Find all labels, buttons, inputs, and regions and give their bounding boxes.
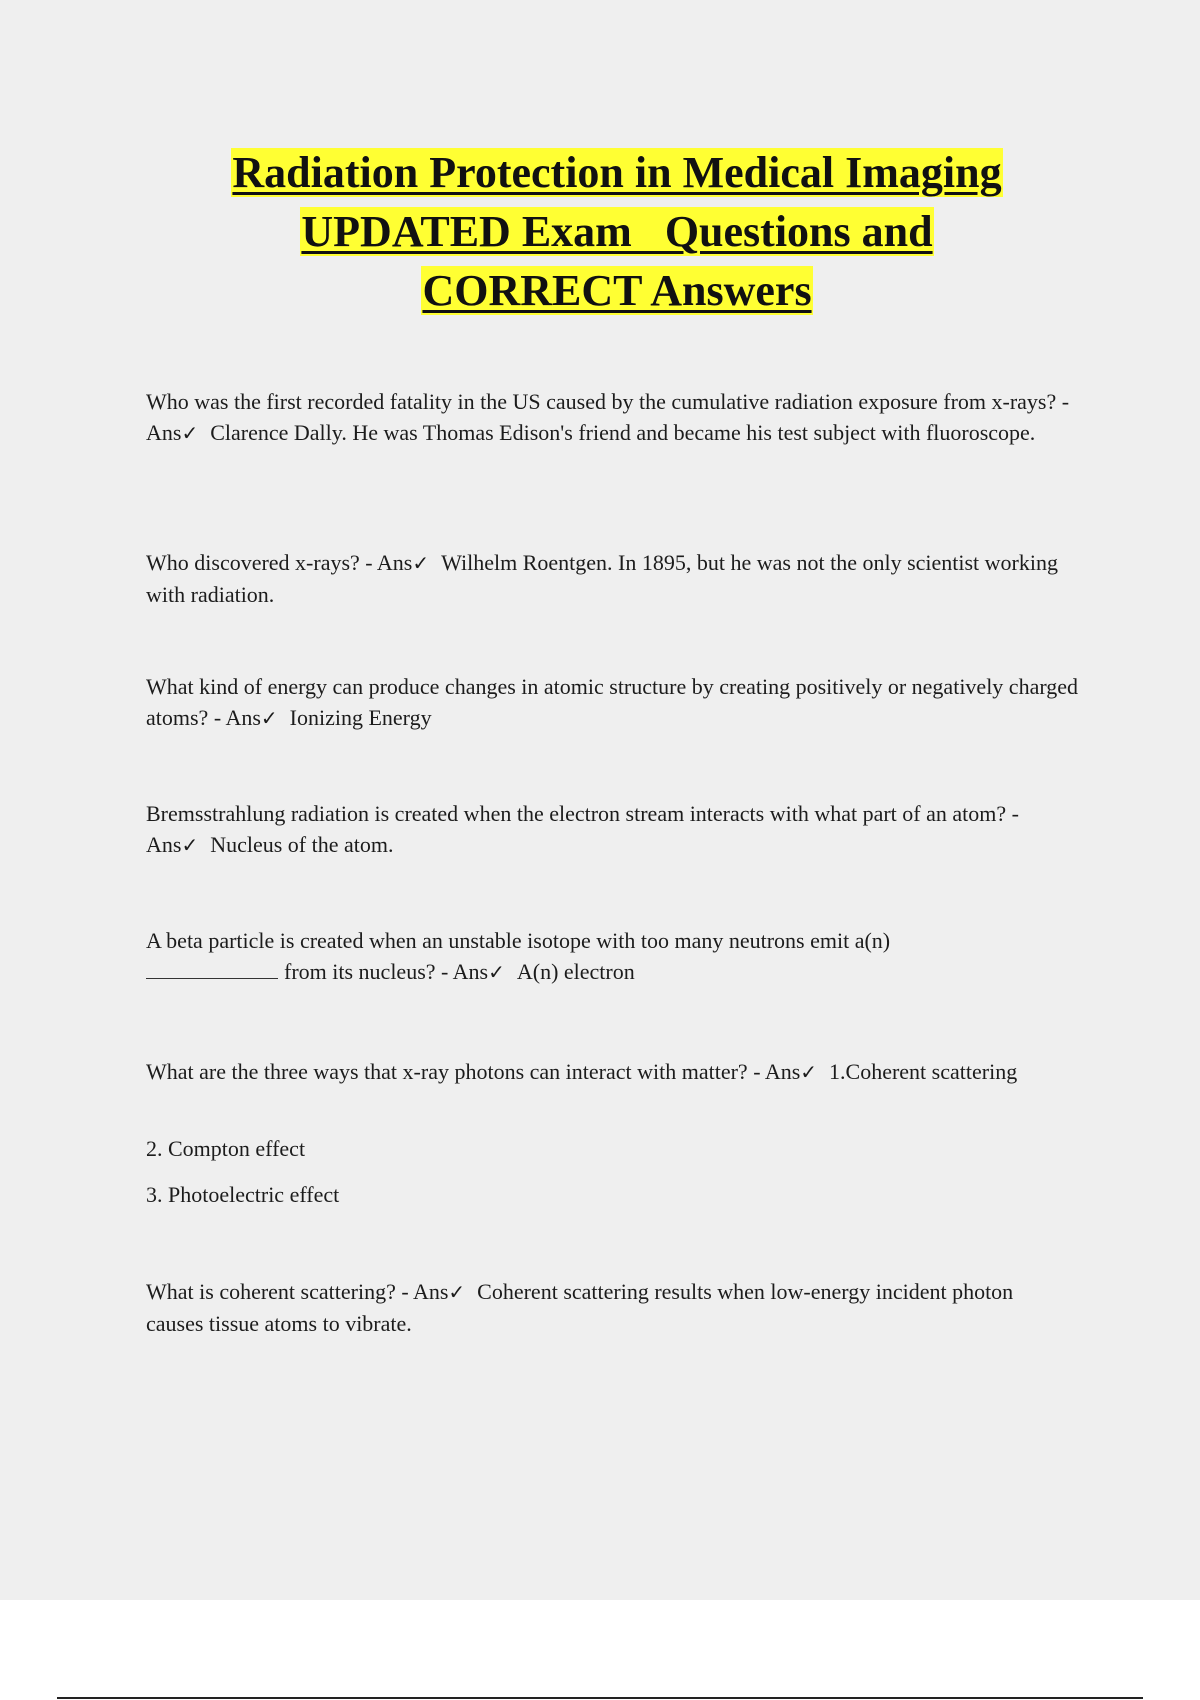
check-icon: ✓ xyxy=(488,960,505,984)
answer-text: Ionizing Energy xyxy=(289,705,432,730)
ans-label: Ans xyxy=(764,1059,801,1084)
answer-text: Wilhelm Roentgen. In 1895, but he was not the only scientist working with radiation. xyxy=(146,550,1058,607)
answer-text: A(n) electron xyxy=(516,959,635,984)
check-icon: ✓ xyxy=(412,551,430,575)
list-item: 3. Photoelectric effect xyxy=(146,1182,340,1207)
question-text: Who was the first recorded fatality in the US caused by the cumulative radiation exposure from x-rays? - xyxy=(146,389,1070,414)
question-text: Who discovered x-rays? - xyxy=(146,550,377,575)
qa-item-7 xyxy=(146,1276,1046,1339)
ans-label: Ans xyxy=(376,550,413,575)
list-item: 2. Compton effect xyxy=(146,1136,306,1161)
ans-label: Ans xyxy=(225,705,261,730)
question-text: What is coherent scattering? - xyxy=(146,1279,413,1304)
check-icon: ✓ xyxy=(181,833,199,857)
answer-text: Nucleus of the atom. xyxy=(210,832,394,857)
question-text: from its nucleus? - xyxy=(284,959,453,984)
qa-item-1 xyxy=(146,386,1081,449)
title-line-2: UPDATED Exam Questions and xyxy=(301,207,933,256)
question-text: What are the three ways that x-ray photons can interact with matter? - xyxy=(146,1059,765,1084)
ans-label: Ans xyxy=(146,832,182,857)
ans-label: Ans xyxy=(412,1279,449,1304)
qa-item-5 xyxy=(146,925,1046,988)
qa-item-3 xyxy=(146,671,1106,734)
qa-item-2 xyxy=(146,547,1081,610)
check-icon: ✓ xyxy=(260,706,278,730)
question-text: What kind of energy can produce changes in atomic structure by creating positively or negatively charged atoms? - xyxy=(146,674,1079,730)
question-text-start: A beta particle is created when an unstable isotope with too many neutrons emit a(n) xyxy=(146,928,891,953)
answer-text: 1.Coherent scattering xyxy=(829,1059,1018,1084)
document-title xyxy=(0,143,1200,320)
qa-item-6 xyxy=(146,1056,1046,1088)
ans-label: Ans xyxy=(452,959,489,984)
check-icon: ✓ xyxy=(448,1280,466,1304)
qa-item-4 xyxy=(146,798,1046,861)
question-text: Bremsstrahlung radiation is created when the electron stream interacts with what part of an atom? - xyxy=(146,801,1019,826)
check-icon: ✓ xyxy=(181,421,199,445)
title-line-3: CORRECT Answers xyxy=(422,266,812,315)
check-icon: ✓ xyxy=(800,1060,818,1084)
ans-label: Ans xyxy=(146,420,182,445)
answer-text: Clarence Dally. He was Thomas Edison's friend and became his test subject with fluoroscope. xyxy=(210,420,1036,445)
fill-in-blank xyxy=(146,960,278,979)
title-line-1: Radiation Protection in Medical Imaging xyxy=(232,148,1002,197)
answer-text: Coherent scattering results when low-energy incident photon causes tissue atoms to vibrate. xyxy=(146,1279,1014,1336)
page-divider xyxy=(57,1697,1143,1699)
